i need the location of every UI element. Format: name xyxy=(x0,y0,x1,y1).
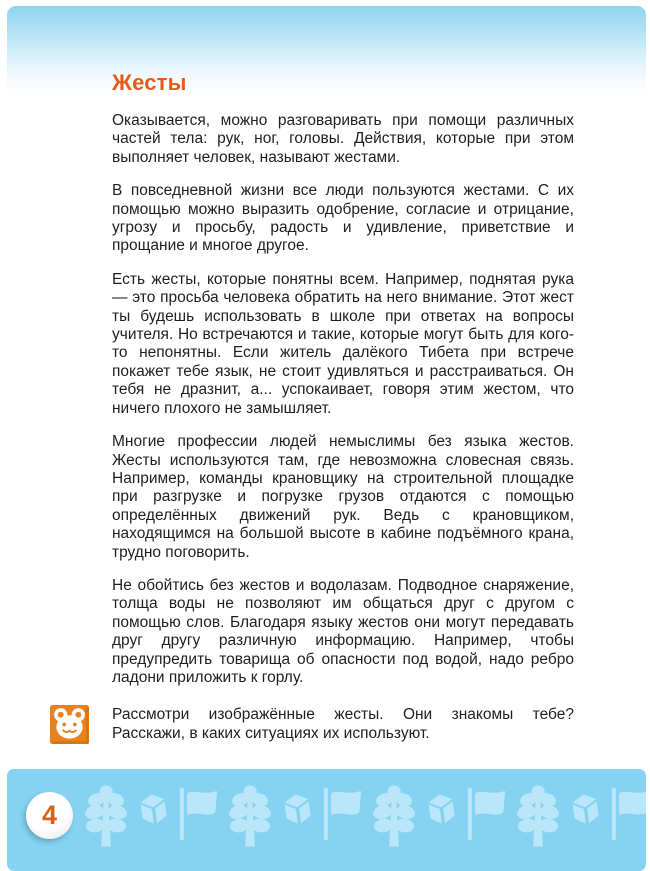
cube-icon xyxy=(282,791,313,827)
cube-icon xyxy=(138,791,169,827)
flag-icon xyxy=(178,785,218,843)
text-column xyxy=(112,6,574,743)
cube-icon xyxy=(426,791,457,827)
paragraph-1: Оказывается, можно разговаривать при помощи различных частей тела: рук, ног, головы. Действия, которые при этом выполняет человек, называют жестами. xyxy=(112,112,574,166)
footer-strip xyxy=(7,769,646,871)
paragraph-2: В повседневной жизни все люди пользуются жестами. С их помощью можно выразить одобрение, согласие и отрицание, угрозу и просьбу, радость и удивление, приветствие и прощание и многое другое. xyxy=(112,182,574,255)
tree-icon xyxy=(515,783,561,849)
paragraph-5: Не обойтись без жестов и водолазам. Подводное снаряжение, толща воды не позволяют им общаться друг с другом с помощью слов. Благодаря языку жестов они могут передавать друг другу различную информацию. Например, чтобы предупредить товарища об опасности под водой, надо ребро ладони приложить к горлу. xyxy=(112,576,574,686)
flag-icon xyxy=(466,785,506,843)
task-text: Рассмотри изображённые жесты. Они знакомы тебе? Расскажи, в каких ситуациях их используют. xyxy=(112,706,574,742)
page-number: 4 xyxy=(41,800,58,830)
cube-icon xyxy=(570,791,601,827)
paragraph-3: Есть жесты, которые понятны всем. Например, поднятая рука — это просьба человека обратить на него внимание. Этот жест ты будешь использовать в школе при ответах на вопросы учителя. Но встречаются и такие, которые могут быть для кого-то непонятны. Если житель далёкого Тибета при встрече покажет тебе язык, не стоит удивляться и расстраиваться. Он тебя не дразнит, а... успокаивает, говоря этим жестом, что ничего плохого не замышляет. xyxy=(112,270,574,417)
tree-icon xyxy=(371,783,417,849)
page-title: Жесты xyxy=(112,70,187,95)
bear-icon xyxy=(50,705,89,744)
paragraph-4: Многие профессии людей немыслимы без языка жестов. Жесты используются там, где невозможна словесная связь. Например, команды крановщику на строительной площадке при разгрузке и погрузке грузов отдаются с помощью определённых движений рук. Ведь с крановщиком, находящимся на большой высоте в кабине подъёмного крана, трудно поговорить. xyxy=(112,433,574,561)
flag-icon xyxy=(610,785,646,843)
tree-icon xyxy=(227,783,273,849)
tree-icon xyxy=(83,783,129,849)
page-number-badge xyxy=(26,792,73,839)
page-content-area xyxy=(7,6,646,871)
task-row xyxy=(112,706,574,743)
footer-pattern xyxy=(83,780,646,852)
flag-icon xyxy=(322,785,362,843)
